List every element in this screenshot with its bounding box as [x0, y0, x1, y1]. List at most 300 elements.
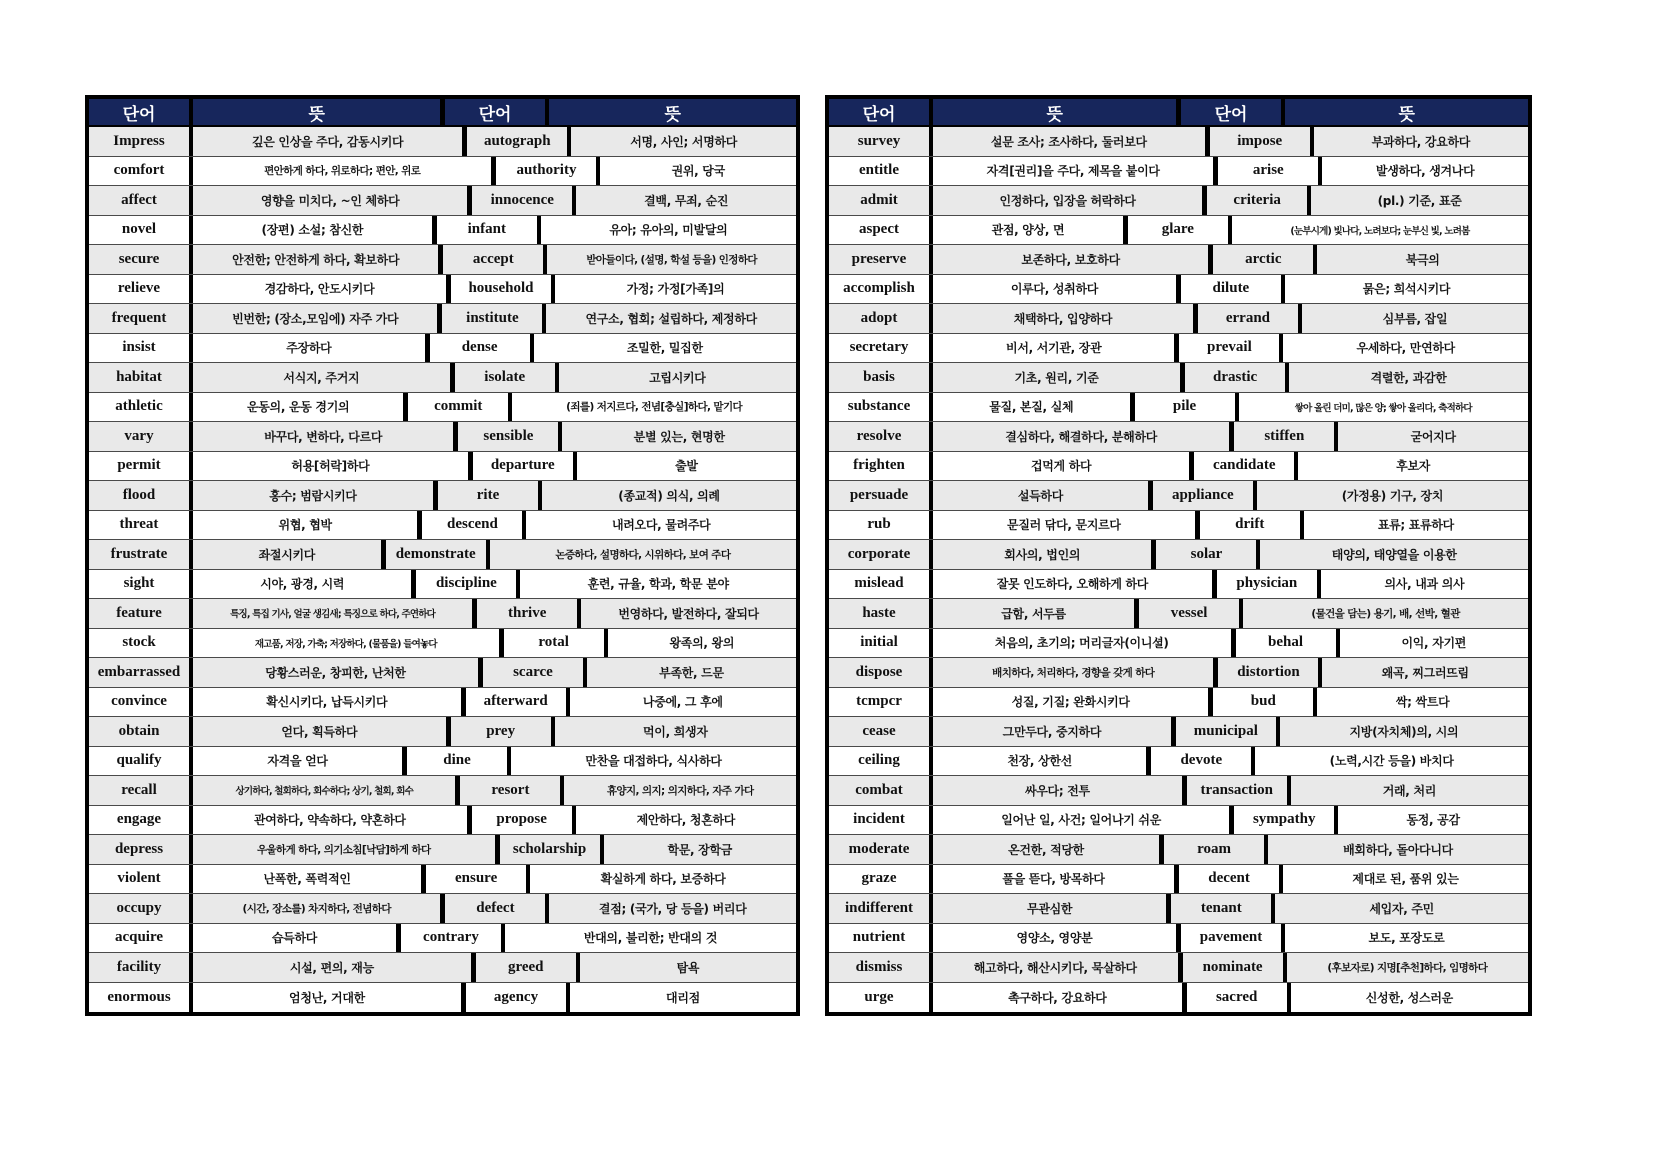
- word-cell: vessel: [1139, 599, 1243, 628]
- meaning-cell: 얻다, 획득하다: [193, 717, 451, 746]
- word-cell: prey: [451, 717, 555, 746]
- word-cell: cease: [829, 717, 933, 746]
- word-cell: decent: [1179, 865, 1283, 894]
- word-cell: criteria: [1207, 186, 1311, 215]
- word-cell: embarrassed: [89, 658, 193, 687]
- table-row: [829, 865, 1528, 895]
- word-cell: flood: [89, 481, 193, 510]
- meaning-cell: 성질, 기질; 완화시키다: [933, 688, 1213, 717]
- meaning-cell: 싹; 싹트다: [1395, 695, 1450, 710]
- word-cell: impose: [1210, 127, 1314, 156]
- word-cell: aspect: [829, 216, 933, 245]
- meaning-cell: 잘못 인도하다, 오해하게 하다: [933, 570, 1217, 599]
- table-row: [829, 983, 1528, 1013]
- meaning-cell: 재고품, 저장, 가축; 저장하다, (물품을) 들여놓다: [193, 629, 504, 658]
- meaning-cell: 내려오다, 물려주다: [611, 518, 711, 533]
- word-cell: propose: [472, 806, 576, 835]
- meaning-cell: 배치하다, 처리하다, 경향을 갖게 하다: [933, 658, 1218, 687]
- meaning-cell: 결점; (국가, 당 등을) 버리다: [598, 901, 747, 916]
- table-row: [89, 629, 796, 659]
- meaning-cell: 제안하다, 청혼하다: [636, 813, 736, 828]
- meaning-cell: 동정, 공감: [1406, 813, 1460, 828]
- word-cell: isolate: [455, 363, 559, 392]
- table-row: [829, 599, 1528, 629]
- word-cell: nutrient: [829, 924, 933, 953]
- word-cell: incident: [829, 806, 933, 835]
- word-cell: ceiling: [829, 747, 933, 776]
- meaning-cell: 고립시키다: [649, 370, 706, 385]
- meaning-cell: 비서, 서기관, 장관: [933, 334, 1179, 363]
- meaning-cell: 굳어지다: [1410, 429, 1456, 444]
- meaning-cell: (눈부시게) 빛나다, 노려보다; 눈부신 빛, 노려봄: [1290, 225, 1470, 237]
- meaning-cell: 논증하다, 설명하다, 시위하다, 보여 주다: [555, 548, 731, 561]
- word-cell: facility: [89, 953, 193, 982]
- meaning-cell: 출발: [675, 459, 698, 474]
- table-row: [89, 894, 796, 924]
- meaning-cell: 발생하다, 생겨나다: [1375, 164, 1475, 179]
- meaning-cell: 결심하다, 해결하다, 분해하다: [933, 422, 1234, 451]
- meaning-cell: 대리점: [666, 990, 700, 1005]
- word-cell: greed: [476, 953, 580, 982]
- meaning-cell: 시야, 광경, 시력: [193, 570, 416, 599]
- meaning-cell: 제대로 된, 품위 있는: [1352, 872, 1459, 887]
- word-cell: occupy: [89, 894, 193, 923]
- table-row: [89, 452, 796, 482]
- word-cell: appliance: [1153, 481, 1257, 510]
- word-cell: admit: [829, 186, 933, 215]
- meaning-cell: 보도, 포장도로: [1368, 931, 1445, 946]
- table-row: [89, 776, 796, 806]
- vocab-table-right: [825, 95, 1532, 1016]
- meaning-cell: 태양의, 태양열을 이용한: [1331, 547, 1457, 562]
- word-cell: innocence: [472, 186, 576, 215]
- table-row: [89, 688, 796, 718]
- word-cell: infant: [437, 216, 541, 245]
- meaning-cell: 신성한, 성스러운: [1365, 990, 1453, 1005]
- table-row: [829, 629, 1528, 659]
- table-row: [829, 717, 1528, 747]
- word-cell: dilute: [1181, 275, 1285, 304]
- word-cell: resort: [460, 776, 564, 805]
- meaning-cell: 습득하다: [193, 924, 401, 953]
- word-cell: haste: [829, 599, 933, 628]
- meaning-cell: (물건을 담는) 용기, 배, 선박, 혈관: [1311, 607, 1460, 620]
- table-row: [829, 127, 1528, 157]
- word-cell: scholarship: [500, 835, 604, 864]
- table-row: [829, 452, 1528, 482]
- word-cell: physician: [1217, 570, 1321, 599]
- table-row: [829, 393, 1528, 423]
- table-row: [89, 275, 796, 305]
- meaning-cell: 만찬을 대접하다, 식사하다: [585, 754, 722, 769]
- word-cell: sight: [89, 570, 193, 599]
- vocab-table-left: [85, 95, 800, 1016]
- word-cell: frequent: [89, 304, 193, 333]
- meaning-cell: 엄청난, 거대한: [193, 983, 466, 1013]
- word-cell: rub: [829, 511, 933, 540]
- meaning-cell: 관여하다, 약속하다, 약혼하다: [193, 806, 472, 835]
- column-header-word: 단어: [445, 99, 549, 125]
- table-row: [89, 511, 796, 541]
- meaning-cell: 온건한, 적당한: [933, 835, 1164, 864]
- word-cell: persuade: [829, 481, 933, 510]
- word-cell: Impress: [89, 127, 193, 156]
- meaning-cell: 받아들이다, (설명, 학설 등을) 인정하다: [586, 253, 757, 266]
- column-header-word: 단어: [89, 99, 193, 125]
- word-cell: municipal: [1176, 717, 1280, 746]
- table-row: [89, 953, 796, 983]
- word-cell: accomplish: [829, 275, 933, 304]
- table-row: [829, 186, 1528, 216]
- meaning-cell: 가정; 가정[가족]의: [626, 282, 725, 297]
- table-row: [89, 658, 796, 688]
- table-row: [89, 924, 796, 954]
- word-cell: solar: [1156, 540, 1260, 569]
- word-cell: recall: [89, 776, 193, 805]
- meaning-cell: 북극의: [1405, 252, 1440, 267]
- word-cell: affect: [89, 186, 193, 215]
- meaning-cell: 훈련, 규율, 학과, 학문 분야: [587, 577, 729, 592]
- word-cell: preserve: [829, 245, 933, 274]
- word-cell: candidate: [1194, 452, 1298, 481]
- meaning-cell: 먹이, 희생자: [643, 724, 708, 739]
- meaning-cell: 풀을 뜯다, 방목하다: [933, 865, 1179, 894]
- word-cell: roam: [1164, 835, 1268, 864]
- table-row: [89, 865, 796, 895]
- word-cell: sensible: [458, 422, 562, 451]
- meaning-cell: 깊은 인상을 주다, 감동시키다: [193, 127, 467, 156]
- meaning-cell: 유아; 유아의, 미발달의: [609, 223, 728, 238]
- word-cell: indifferent: [829, 894, 933, 923]
- meaning-cell: 나중에, 그 후에: [642, 695, 723, 710]
- word-cell: afterward: [466, 688, 570, 717]
- meaning-cell: 난폭한, 폭력적인: [193, 865, 426, 894]
- meaning-cell: (시간, 장소를) 차지하다, 전념하다: [193, 894, 445, 923]
- meaning-cell: 쌓아 올린 더미, 많은 양; 쌓아 올리다, 축적하다: [1294, 402, 1472, 414]
- meaning-cell: 해고하다, 해산시키다, 묵살하다: [933, 953, 1183, 982]
- word-cell: basis: [829, 363, 933, 392]
- meaning-cell: 확신시키다, 납득시키다: [193, 688, 466, 717]
- word-cell: discipline: [416, 570, 520, 599]
- table-row: [89, 422, 796, 452]
- meaning-cell: 홍수; 범람시키다: [193, 481, 438, 510]
- word-cell: agency: [466, 983, 570, 1013]
- meaning-cell: 의사, 내과 의사: [1384, 577, 1465, 592]
- meaning-cell: 회사의, 법인의: [933, 540, 1156, 569]
- word-cell: drastic: [1185, 363, 1289, 392]
- word-cell: urge: [829, 983, 933, 1013]
- meaning-cell: 우세하다, 만연하다: [1356, 341, 1455, 356]
- table-row: [829, 216, 1528, 246]
- word-cell: arctic: [1213, 245, 1317, 274]
- word-cell: feature: [89, 599, 193, 628]
- word-cell: athletic: [89, 393, 193, 422]
- word-cell: demonstrate: [386, 540, 490, 569]
- meaning-cell: (pl.) 기준, 표준: [1377, 193, 1462, 208]
- meaning-cell: 자격을 얻다: [193, 747, 407, 776]
- meaning-cell: 심부름, 잡일: [1382, 311, 1448, 326]
- word-cell: acquire: [89, 924, 193, 953]
- table-row: [89, 540, 796, 570]
- word-cell: engage: [89, 806, 193, 835]
- word-cell: violent: [89, 865, 193, 894]
- meaning-cell: (장편) 소설; 참신한: [193, 216, 437, 245]
- word-cell: secretary: [829, 334, 933, 363]
- meaning-cell: 천장, 상한선: [933, 747, 1151, 776]
- meaning-cell: 왜곡, 찌그러뜨림: [1381, 665, 1469, 680]
- word-cell: combat: [829, 776, 933, 805]
- meaning-cell: 서식지, 주거지: [193, 363, 455, 392]
- meaning-cell: 조밀한, 밀집한: [626, 341, 703, 356]
- column-header-meaning: 뜻: [933, 99, 1181, 125]
- word-cell: corporate: [829, 540, 933, 569]
- word-cell: pavement: [1181, 924, 1285, 953]
- meaning-cell: 무관심한: [933, 894, 1171, 923]
- meaning-cell: 결백, 무죄, 순진: [644, 193, 729, 208]
- meaning-cell: 기초, 원리, 기준: [933, 363, 1185, 392]
- word-cell: rotal: [504, 629, 608, 658]
- table-row: [829, 688, 1528, 718]
- meaning-cell: 그만두다, 중지하다: [933, 717, 1176, 746]
- meaning-cell: 영양소, 영양분: [933, 924, 1181, 953]
- word-cell: convince: [89, 688, 193, 717]
- table-row: [829, 894, 1528, 924]
- meaning-cell: 반대의, 불리한; 반대의 것: [583, 931, 718, 946]
- word-cell: permit: [89, 452, 193, 481]
- column-header-meaning: 뜻: [664, 104, 681, 125]
- table-row: [89, 216, 796, 246]
- meaning-cell: 연구소, 협회; 설립하다, 제정하다: [585, 311, 757, 326]
- word-cell: autograph: [467, 127, 571, 156]
- meaning-cell: 겁먹게 하다: [933, 452, 1194, 481]
- column-header-word: 단어: [1181, 99, 1285, 125]
- table-row: [89, 334, 796, 364]
- meaning-cell: 설득하다: [933, 481, 1153, 510]
- word-cell: rite: [438, 481, 542, 510]
- meaning-cell: 빈번한; (장소,모임에) 자주 가다: [193, 304, 442, 333]
- word-cell: pile: [1135, 393, 1239, 422]
- word-cell: bud: [1213, 688, 1317, 717]
- word-cell: contrary: [401, 924, 505, 953]
- word-cell: authority: [496, 157, 600, 186]
- meaning-cell: 인정하다, 입장을 허락하다: [933, 186, 1207, 215]
- table-row: [829, 275, 1528, 305]
- word-cell: departure: [473, 452, 577, 481]
- word-cell: mislead: [829, 570, 933, 599]
- word-cell: scarce: [483, 658, 587, 687]
- meaning-cell: 위협, 협박: [193, 511, 422, 540]
- word-cell: dine: [407, 747, 511, 776]
- table-row: [89, 983, 796, 1013]
- meaning-cell: 격렬한, 과감한: [1370, 370, 1447, 385]
- meaning-cell: 경감하다, 안도시키다: [193, 275, 451, 304]
- column-header-meaning: 뜻: [1398, 104, 1415, 125]
- meaning-cell: 부과하다, 강요하다: [1371, 134, 1471, 149]
- header-row: [829, 99, 1528, 127]
- meaning-cell: 편안하게 하다, 위로하다; 편안, 위로: [193, 157, 496, 186]
- word-cell: dense: [430, 334, 534, 363]
- table-row: [89, 157, 796, 187]
- word-cell: dispose: [829, 658, 933, 687]
- meaning-cell: 표류; 표류하다: [1377, 518, 1454, 533]
- meaning-cell: 물질, 본질, 실체: [933, 393, 1135, 422]
- word-cell: depress: [89, 835, 193, 864]
- table-row: [829, 835, 1528, 865]
- table-row: [829, 806, 1528, 836]
- table-row: [829, 511, 1528, 541]
- meaning-cell: 허용[허락]하다: [193, 452, 473, 481]
- header-row: [89, 99, 796, 127]
- word-cell: transaction: [1187, 776, 1291, 805]
- meaning-cell: 권위, 당국: [671, 164, 725, 179]
- meaning-cell: 이익, 자기편: [1401, 636, 1467, 651]
- table-row: [829, 953, 1528, 983]
- table-row: [89, 186, 796, 216]
- word-cell: commit: [408, 393, 512, 422]
- meaning-cell: (죄를) 저지르다, 전념[충실]하다, 맡기다: [566, 401, 743, 414]
- meaning-cell: 안전한; 안전하게 하다, 확보하다: [193, 245, 443, 274]
- table-row: [89, 747, 796, 777]
- word-cell: survey: [829, 127, 933, 156]
- word-cell: stiffen: [1234, 422, 1338, 451]
- meaning-cell: 우울하게 하다, 의기소침[낙담]하게 하다: [193, 835, 500, 864]
- meaning-cell: 보존하다, 보호하다: [933, 245, 1213, 274]
- word-cell: substance: [829, 393, 933, 422]
- word-cell: devote: [1151, 747, 1255, 776]
- word-cell: initial: [829, 629, 933, 658]
- table-row: [829, 245, 1528, 275]
- table-row: [89, 599, 796, 629]
- meaning-cell: (후보자로) 지명[추천]하다, 임명하다: [1327, 961, 1488, 974]
- word-cell: institute: [442, 304, 546, 333]
- table-row: [829, 363, 1528, 393]
- meaning-cell: 확실하게 하다, 보증하다: [600, 872, 726, 887]
- meaning-cell: 번영하다, 발전하다, 잘되다: [618, 606, 759, 621]
- word-cell: behal: [1236, 629, 1340, 658]
- meaning-cell: 탐욕: [676, 960, 700, 975]
- word-cell: arise: [1218, 157, 1322, 186]
- word-cell: vary: [89, 422, 193, 451]
- word-cell: dismiss: [829, 953, 933, 982]
- meaning-cell: 좌절시키다: [193, 540, 386, 569]
- word-cell: stock: [89, 629, 193, 658]
- table-row: [89, 717, 796, 747]
- word-cell: distortion: [1218, 658, 1322, 687]
- word-cell: accept: [443, 245, 547, 274]
- meaning-cell: 왕족의, 왕의: [669, 636, 735, 651]
- meaning-cell: 주장하다: [193, 334, 430, 363]
- meaning-cell: 급함, 서두름: [933, 599, 1139, 628]
- meaning-cell: 세입자, 주민: [1369, 901, 1434, 916]
- word-cell: insist: [89, 334, 193, 363]
- table-row: [89, 363, 796, 393]
- word-cell: household: [451, 275, 555, 304]
- word-cell: tenant: [1171, 894, 1275, 923]
- column-header-meaning: 뜻: [193, 99, 445, 125]
- table-row: [89, 127, 796, 157]
- table-row: [829, 924, 1528, 954]
- word-cell: glare: [1128, 216, 1232, 245]
- word-cell: threat: [89, 511, 193, 540]
- table-row: [89, 481, 796, 511]
- meaning-cell: 설문 조사; 조사하다, 둘러보다: [933, 127, 1210, 156]
- table-row: [829, 658, 1528, 688]
- word-cell: errand: [1198, 304, 1302, 333]
- table-row: [829, 334, 1528, 364]
- meaning-cell: 상기하다, 철회하다, 회수하다; 상기, 철회, 회수: [193, 776, 460, 805]
- meaning-cell: 처음의, 초기의; 머리글자(이니셜): [933, 629, 1236, 658]
- word-cell: drift: [1200, 511, 1304, 540]
- table-row: [829, 422, 1528, 452]
- word-cell: comfort: [89, 157, 193, 186]
- meaning-cell: 운동의, 운동 경기의: [193, 393, 408, 422]
- table-row: [89, 393, 796, 423]
- meaning-cell: 영향을 미치다, ~인 체하다: [193, 186, 472, 215]
- meaning-cell: 거래, 처리: [1382, 783, 1437, 798]
- word-cell: thrive: [477, 599, 581, 628]
- table-row: [829, 481, 1528, 511]
- meaning-cell: 당황스러운, 창피한, 난처한: [193, 658, 483, 687]
- word-cell: descend: [422, 511, 526, 540]
- meaning-cell: 바꾸다, 변하다, 다르다: [193, 422, 458, 451]
- table-row: [829, 776, 1528, 806]
- word-cell: frighten: [829, 452, 933, 481]
- meaning-cell: 관점, 양상, 면: [933, 216, 1128, 245]
- word-cell: habitat: [89, 363, 193, 392]
- table-row: [829, 157, 1528, 187]
- table-row: [89, 570, 796, 600]
- column-header-word: 단어: [829, 99, 933, 125]
- word-cell: adopt: [829, 304, 933, 333]
- word-cell: resolve: [829, 422, 933, 451]
- meaning-cell: 학문, 장학금: [667, 842, 733, 857]
- word-cell: relieve: [89, 275, 193, 304]
- meaning-cell: 분별 있는, 현명한: [633, 429, 725, 444]
- meaning-cell: 문질러 닦다, 문지르다: [933, 511, 1200, 540]
- meaning-cell: 특징, 특집 기사, 얼굴 생김새; 특징으로 하다, 주연하다: [193, 599, 477, 628]
- meaning-cell: 배회하다, 돌아다니다: [1343, 842, 1453, 857]
- table-row: [89, 806, 796, 836]
- word-cell: graze: [829, 865, 933, 894]
- word-cell: qualify: [89, 747, 193, 776]
- meaning-cell: (노력,시간 등을) 바치다: [1329, 754, 1454, 769]
- word-cell: obtain: [89, 717, 193, 746]
- table-row: [89, 835, 796, 865]
- table-row: [89, 245, 796, 275]
- word-cell: entitle: [829, 157, 933, 186]
- word-cell: sympathy: [1234, 806, 1338, 835]
- word-cell: defect: [445, 894, 549, 923]
- word-cell: frustrate: [89, 540, 193, 569]
- meaning-cell: 이루다, 성취하다: [933, 275, 1181, 304]
- table-row: [89, 304, 796, 334]
- word-cell: secure: [89, 245, 193, 274]
- meaning-cell: 자격[권리]을 주다, 제목을 붙이다: [933, 157, 1218, 186]
- word-cell: novel: [89, 216, 193, 245]
- word-cell: moderate: [829, 835, 933, 864]
- meaning-cell: (가정용) 기구, 장치: [1341, 488, 1444, 503]
- meaning-cell: 지방(자치체)의, 시의: [1349, 724, 1459, 739]
- meaning-cell: 채택하다, 입양하다: [933, 304, 1198, 333]
- word-cell: prevail: [1179, 334, 1283, 363]
- meaning-cell: 싸우다; 전투: [933, 776, 1187, 805]
- meaning-cell: 부족한, 드문: [659, 665, 724, 680]
- word-cell: enormous: [89, 983, 193, 1013]
- word-cell: tcmpcr: [829, 688, 933, 717]
- word-cell: nominate: [1183, 953, 1287, 982]
- table-row: [829, 570, 1528, 600]
- meaning-cell: (종교적) 의식, 의례: [618, 488, 720, 503]
